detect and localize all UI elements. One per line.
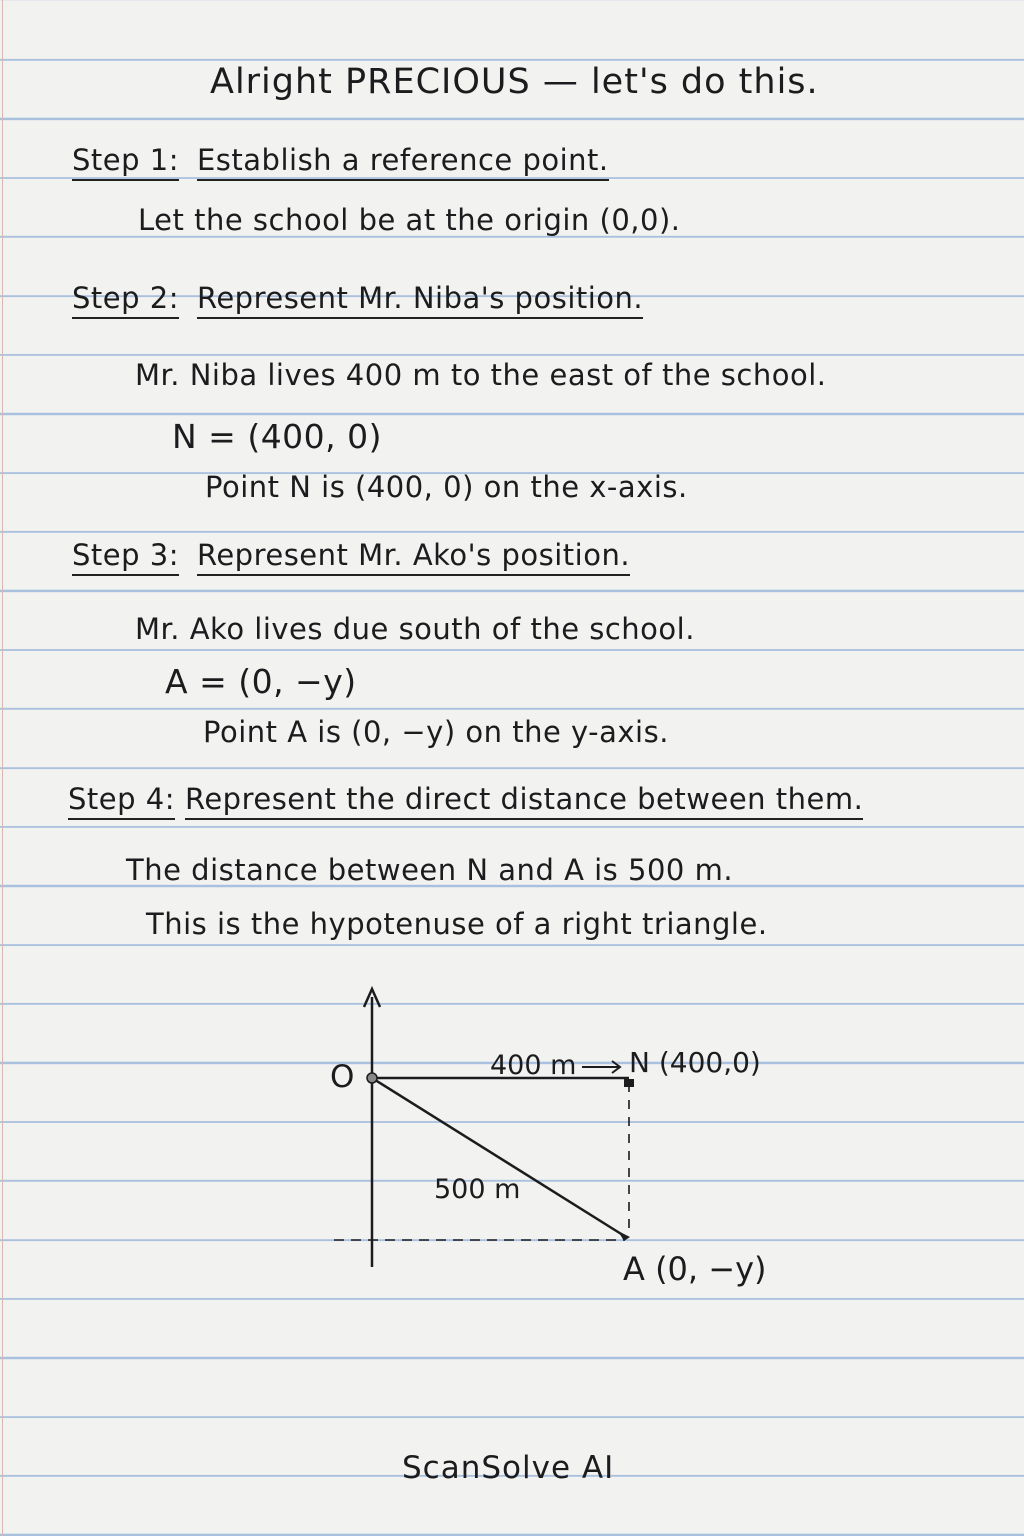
hypotenuse-line: [372, 1078, 626, 1237]
step-3-heading: [72, 538, 630, 576]
step-2-heading: [72, 281, 643, 319]
right-arrow-icon: [582, 1061, 620, 1073]
point-n: [624, 1079, 634, 1087]
origin-point: [367, 1073, 377, 1083]
step-2-note: Point N is (400, 0) on the x-axis.: [205, 470, 688, 504]
step-3-line-1: Mr. Ako lives due south of the school.: [135, 612, 695, 646]
step-2-line-1: Mr. Niba lives 400 m to the east of the school.: [135, 358, 827, 392]
horizontal-length-label: 400 m: [490, 1050, 577, 1081]
step-3-label: Step 3:: [72, 538, 179, 576]
step-4-label: Step 4:: [68, 782, 175, 820]
step-2-equation: N = (400, 0): [172, 417, 383, 456]
hypotenuse-label: 500 m: [434, 1174, 521, 1205]
step-2-title: Represent Mr. Niba's position.: [197, 281, 643, 319]
step-3-title: Represent Mr. Ako's position.: [197, 538, 630, 576]
step-1-title: Establish a reference point.: [197, 143, 609, 181]
right-triangle-diagram: [320, 975, 790, 1295]
step-4-title: Represent the direct distance between them.: [185, 782, 863, 820]
footer-brand: ScanSolve AI: [402, 1450, 615, 1486]
step-4-line-2: This is the hypotenuse of a right triangle.: [146, 907, 768, 941]
page-title: Alright PRECIOUS — let's do this.: [210, 62, 819, 102]
step-4-heading: [68, 782, 863, 820]
step-4-line-1: The distance between N and A is 500 m.: [126, 853, 734, 887]
point-a-label: A (0, −y): [623, 1250, 767, 1288]
step-3-note: Point A is (0, −y) on the y-axis.: [203, 715, 669, 749]
step-1-line-1: Let the school be at the origin (0,0).: [138, 203, 681, 237]
step-1-heading: [72, 143, 609, 181]
point-n-label: N (400,0): [629, 1046, 761, 1079]
step-1-label: Step 1:: [72, 143, 179, 181]
point-a: [618, 1231, 630, 1241]
step-2-label: Step 2:: [72, 281, 179, 319]
step-3-equation: A = (0, −y): [165, 662, 357, 701]
origin-label: O: [330, 1059, 355, 1095]
